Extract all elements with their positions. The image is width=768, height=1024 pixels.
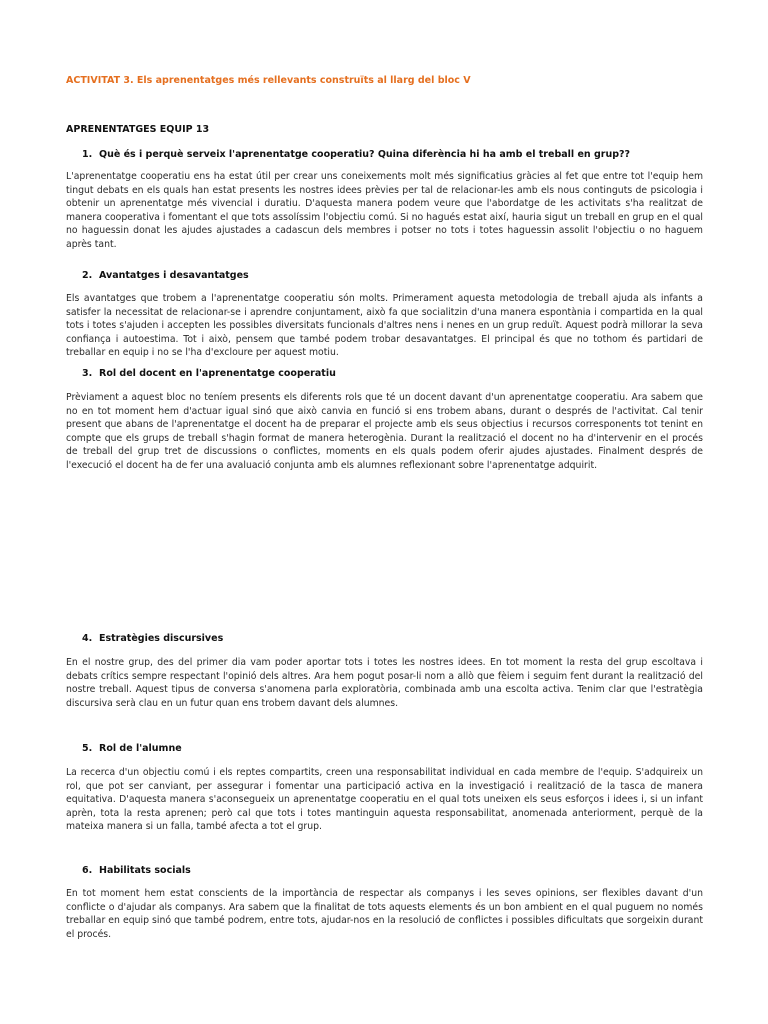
section-heading-2 [82, 270, 249, 281]
section-paragraph-3: Prèviament a aquest bloc no teníem presents els diferents rols que té un docent davant d'un aprenentatge cooperatiu. Ara sabem que no en tot moment hem d'actuar igual sinó que això canvia en funció si ens trobem abans, durant o després de l'activitat. Cal tenir present que abans de l'aprenentatge el docent ha de preparar el projecte amb els seus objectius i recursos corresponents tot tenint en compte que els grups de treball s'hagin format de manera heterogènia. Durant la realització el docent no ha d'intervenir en el procés de treball del grup tret de discussions o conflictes, moments en els quals podem oferir ajudes ajustades. Finalment després de l'execució el docent ha de fer una avaluació conjunta amb els alumnes reflexionant sobre l'aprenentatge adquirit. [66, 392, 703, 471]
section-heading-text: Rol de l'alumne [99, 743, 182, 754]
section-heading-text: Què és i perquè serveix l'aprenentatge cooperatiu? Quina diferència hi ha amb el treball en grup?? [99, 149, 631, 160]
activity-title: ACTIVITAT 3. Els aprenentatges més rellevants construïts al llarg del bloc V [66, 75, 471, 86]
section-number: 6. [82, 865, 93, 876]
section-heading-text: Rol del docent en l'aprenentatge cooperatiu [99, 368, 336, 379]
section-heading-text: Estratègies discursives [99, 633, 224, 644]
section-heading-text: Avantatges i desavantatges [99, 270, 249, 281]
section-heading-6 [82, 865, 191, 876]
section-paragraph-5: La recerca d'un objectiu comú i els reptes compartits, creen una responsabilitat individual en cada membre de l'equip. S'adquireix un rol, que pot ser canviant, per assegurar i fomentar una participació activa en la investigació i realització de la tasca de manera equitativa. D'aquesta manera s'aconsegueix un aprenentatge cooperatiu en el qual tots uneixen els seus esforços i idees i, si un infant aprèn, tota la resta aprenen; però cal que tots i totes mantinguin aquesta responsabilitat, anomenada anteriorment, perquè de la mateixa manera si un falla, també afecta a tot el grup. [66, 767, 703, 832]
section-heading-4 [82, 633, 223, 644]
section-heading-3 [82, 368, 336, 379]
section-number: 3. [82, 368, 93, 379]
section-paragraph-2: Els avantatges que trobem a l'aprenentatge cooperatiu són molts. Primerament aquesta metodologia de treball ajuda als infants a satisfer la necessitat de relacionar-se i aprendre conjuntament, això fa que socialitzin d'una manera espontània i compartida en la qual tots i totes s'ajuden i accepten les possibles diversitats funcionals d'altres nens i nenes en un grup reduït. Aquest podrà millorar la seva confiança i autoestima. Tot i això, pensem que també podem trobar desavantatges. El principal és que no tothom és partidari de treballar en equip i no se l'ha d'excloure per aquest motiu. [66, 293, 703, 358]
section-number: 5. [82, 743, 93, 754]
section-heading-text: Habilitats socials [99, 865, 191, 876]
section-number: 1. [82, 149, 93, 160]
section-number: 4. [82, 633, 93, 644]
section-paragraph-6: En tot moment hem estat conscients de la importància de respectar als companys i les seves opinions, ser flexibles davant d'un conflicte o d'ajudar als companys. Ara sabem que la finalitat de tots aquests elements és un bon ambient en el qual puguem no només treballar en equip sinó que també podrem, entre tots, ajudar-nos en la resolució de conflictes i possibles dificultats que sorgeixin durant el procés. [66, 888, 703, 940]
section-heading-5 [82, 743, 182, 754]
section-paragraph-1: L'aprenentatge cooperatiu ens ha estat útil per crear uns coneixements molt més significatius gràcies al fet que entre tot l'equip hem tingut debats en els quals han estat presents les nostres idees prèvies per tal de relacionar-les amb els nous continguts de psicologia i obtenir un aprenentatge més vivencial i duratiu. D'aquesta manera podem veure que l'abordatge de les activitats s'ha realitzat de manera cooperativa i fomentant el que tots assolíssim l'objectiu comú. Si no hagués estat així, hauria sigut un treball en grup en el qual no haguessin donat les ajudes ajustades a cadascun dels membres i potser no tots i totes haguessin assolit l'objectiu o no haguem après tant. [66, 171, 703, 250]
section-heading-1 [82, 149, 630, 160]
team-title: APRENENTATGES EQUIP 13 [66, 124, 210, 135]
section-paragraph-4: En el nostre grup, des del primer dia vam poder aportar tots i totes les nostres idees. En tot moment la resta del grup escoltava i debats crítics sempre respectant l'opinió dels altres. Ara hem pogut posar-li nom a allò que fèiem i seguim fent durant la realització del nostre treball. Aquest tipus de conversa s'anomena parla exploratòria, combinada amb una escolta activa. Tenim clar que l'estratègia discursiva serà clau en un futur quan ens trobem davant dels alumnes. [66, 657, 703, 709]
section-number: 2. [82, 270, 93, 281]
